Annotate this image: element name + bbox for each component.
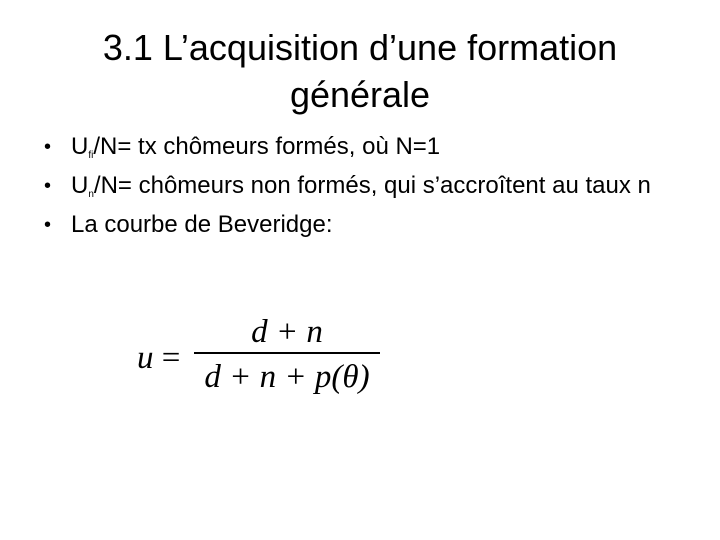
formula-equals: = [161,340,181,376]
bullet-base: U [71,133,89,160]
bullet-item-beveridge [44,210,684,240]
bullet-list [44,132,684,240]
bullet-item-unemployed-trained [44,132,684,171]
bullet-base: U [71,172,89,199]
bullet-text: La courbe de Beveridge: [71,211,333,238]
formula-variable: u [137,340,154,376]
bullet-subscript: n [88,189,94,200]
formula-denominator: d + n + p(θ) [204,359,370,395]
formula-numerator: d + n [251,314,323,350]
formula-lhs [137,340,180,377]
bullet-marker: • [44,214,52,236]
bullet-subscript: fi [88,150,94,161]
formula-fraction [194,312,380,400]
bullet-item-unemployed-untrained [44,171,684,210]
bullet-text: /N= tx chômeurs formés, où N=1 [93,133,441,160]
bullet-text: /N= chômeurs non formés, qui s’accroîtent au taux n [93,172,651,199]
bullet-marker: • [44,175,52,197]
bullet-marker: • [44,136,52,158]
slide-title: 3.1 L’acquisition d’une formation générale [102,27,618,115]
